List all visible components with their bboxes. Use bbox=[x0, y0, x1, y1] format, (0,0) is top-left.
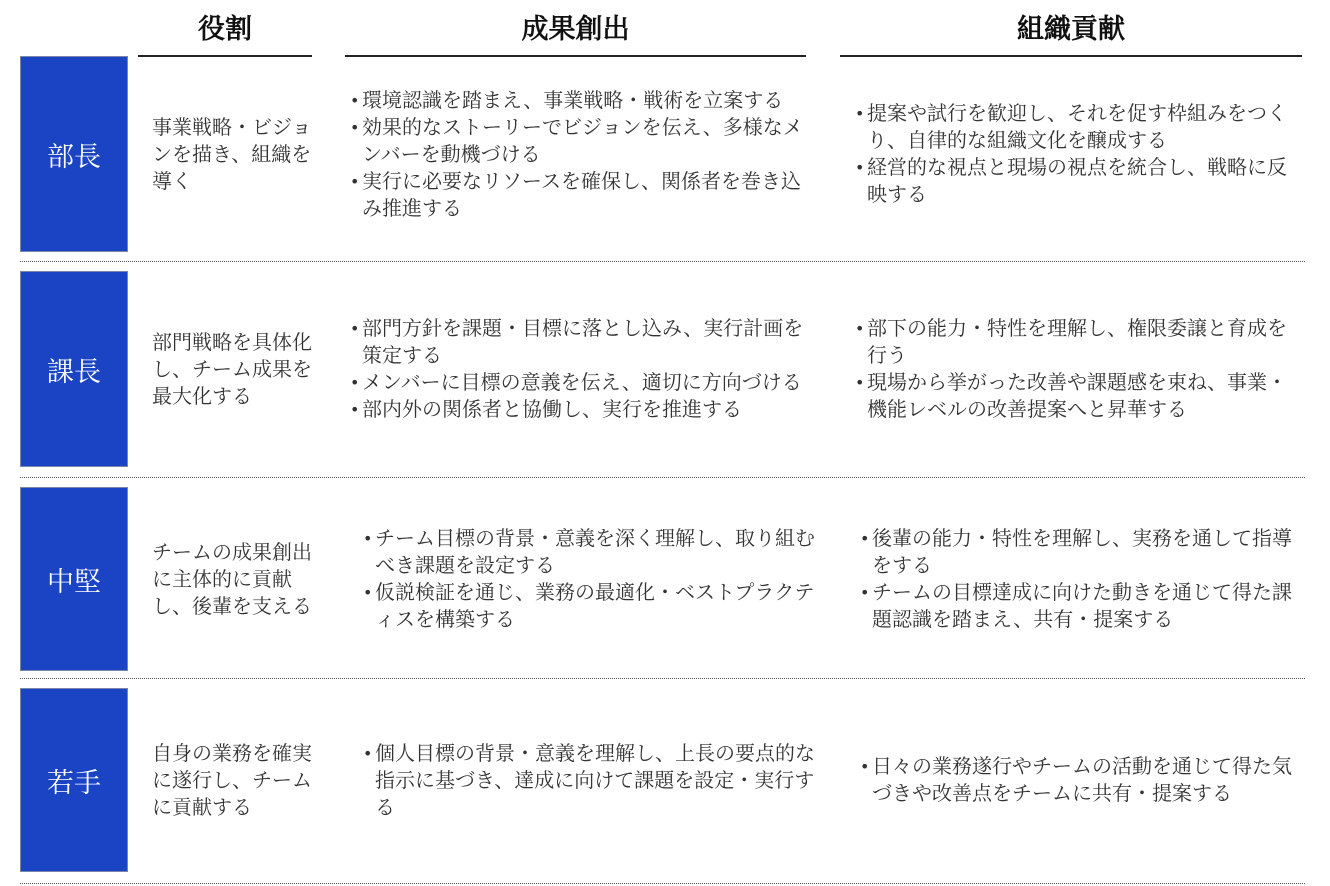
column-header-results: 成果創出 bbox=[345, 0, 806, 57]
column-header-role: 役割 bbox=[138, 0, 312, 57]
results-bullet: • メンバーに目標の意義を伝え、適切に方向づける bbox=[350, 369, 810, 396]
level-label-box: 中堅 bbox=[20, 487, 128, 671]
results-bullet: • 仮説検証を通じ、業務の最適化・ベストプラクティスを構築する bbox=[363, 579, 818, 633]
row-divider bbox=[20, 477, 1305, 478]
table-row-wakate bbox=[20, 688, 1305, 884]
org-contribution-cell bbox=[855, 271, 1305, 467]
results-bullet: • 環境認識を踏まえ、事業戦略・戦術を立案する bbox=[350, 87, 810, 114]
role-description bbox=[152, 487, 322, 671]
role-text: 自身の業務を確実に遂行し、チームに貢献する bbox=[152, 740, 312, 819]
row-divider bbox=[20, 883, 1305, 884]
org-bullet: • 部下の能力・特性を理解し、権限委譲と育成を行う bbox=[855, 315, 1305, 369]
org-bullet: • 現場から挙がった改善や課題感を束ね、事業・機能レベルの改善提案へと昇華する bbox=[855, 369, 1305, 423]
org-bullet: • 日々の業務遂行やチームの活動を通じて得た気づきや改善点をチームに共有・提案する bbox=[860, 753, 1305, 807]
role-description bbox=[152, 271, 322, 467]
org-bullet: • チームの目標達成に向けた動きを通じて得た課題認識を踏まえ、共有・提案する bbox=[860, 579, 1305, 633]
results-cell bbox=[350, 56, 810, 252]
role-description bbox=[152, 56, 322, 252]
results-bullet: • 部門方針を課題・目標に落とし込み、実行計画を策定する bbox=[350, 315, 810, 369]
results-bullet: • チーム目標の背景・意義を深く理解し、取り組むべき課題を設定する bbox=[363, 525, 818, 579]
results-bullet: • 部内外の関係者と協働し、実行を推進する bbox=[350, 396, 810, 423]
org-bullet: • 提案や試行を歓迎し、それを促す枠組みをつくり、自律的な組織文化を醸成する bbox=[855, 100, 1305, 154]
results-bullet: • 効果的なストーリーでビジョンを伝え、多様なメンバーを動機づける bbox=[350, 114, 810, 168]
results-cell bbox=[363, 487, 818, 671]
role-text: 部門戦略を具体化し、チーム成果を最大化する bbox=[152, 329, 312, 408]
results-cell bbox=[350, 271, 810, 467]
role-description bbox=[152, 688, 322, 872]
results-bullet: • 個人目標の背景・意義を理解し、上長の要点的な指示に基づき、達成に向けて課題を設定・実行する bbox=[363, 740, 818, 821]
level-label-box: 部長 bbox=[20, 56, 128, 252]
results-cell bbox=[363, 688, 818, 872]
row-divider bbox=[20, 678, 1305, 679]
org-contribution-cell bbox=[860, 487, 1305, 671]
row-divider bbox=[20, 261, 1305, 262]
org-contribution-cell bbox=[855, 56, 1305, 252]
table-row-kacho bbox=[20, 271, 1305, 478]
table-row-chuken bbox=[20, 487, 1305, 679]
role-text: チームの成果創出に主体的に貢献し、後輩を支える bbox=[152, 539, 312, 618]
column-header-org-contribution: 組織貢献 bbox=[840, 0, 1302, 57]
org-contribution-cell bbox=[860, 688, 1305, 872]
level-label-box: 課長 bbox=[20, 271, 128, 467]
org-bullet: • 経営的な視点と現場の視点を統合し、戦略に反映する bbox=[855, 154, 1305, 208]
org-bullet: • 後輩の能力・特性を理解し、実務を通して指導をする bbox=[860, 525, 1305, 579]
table-row-bucho bbox=[20, 56, 1305, 262]
role-text: 事業戦略・ビジョンを描き、組織を導く bbox=[152, 114, 312, 193]
results-bullet: • 実行に必要なリソースを確保し、関係者を巻き込み推進する bbox=[350, 168, 810, 222]
level-label-box: 若手 bbox=[20, 688, 128, 872]
